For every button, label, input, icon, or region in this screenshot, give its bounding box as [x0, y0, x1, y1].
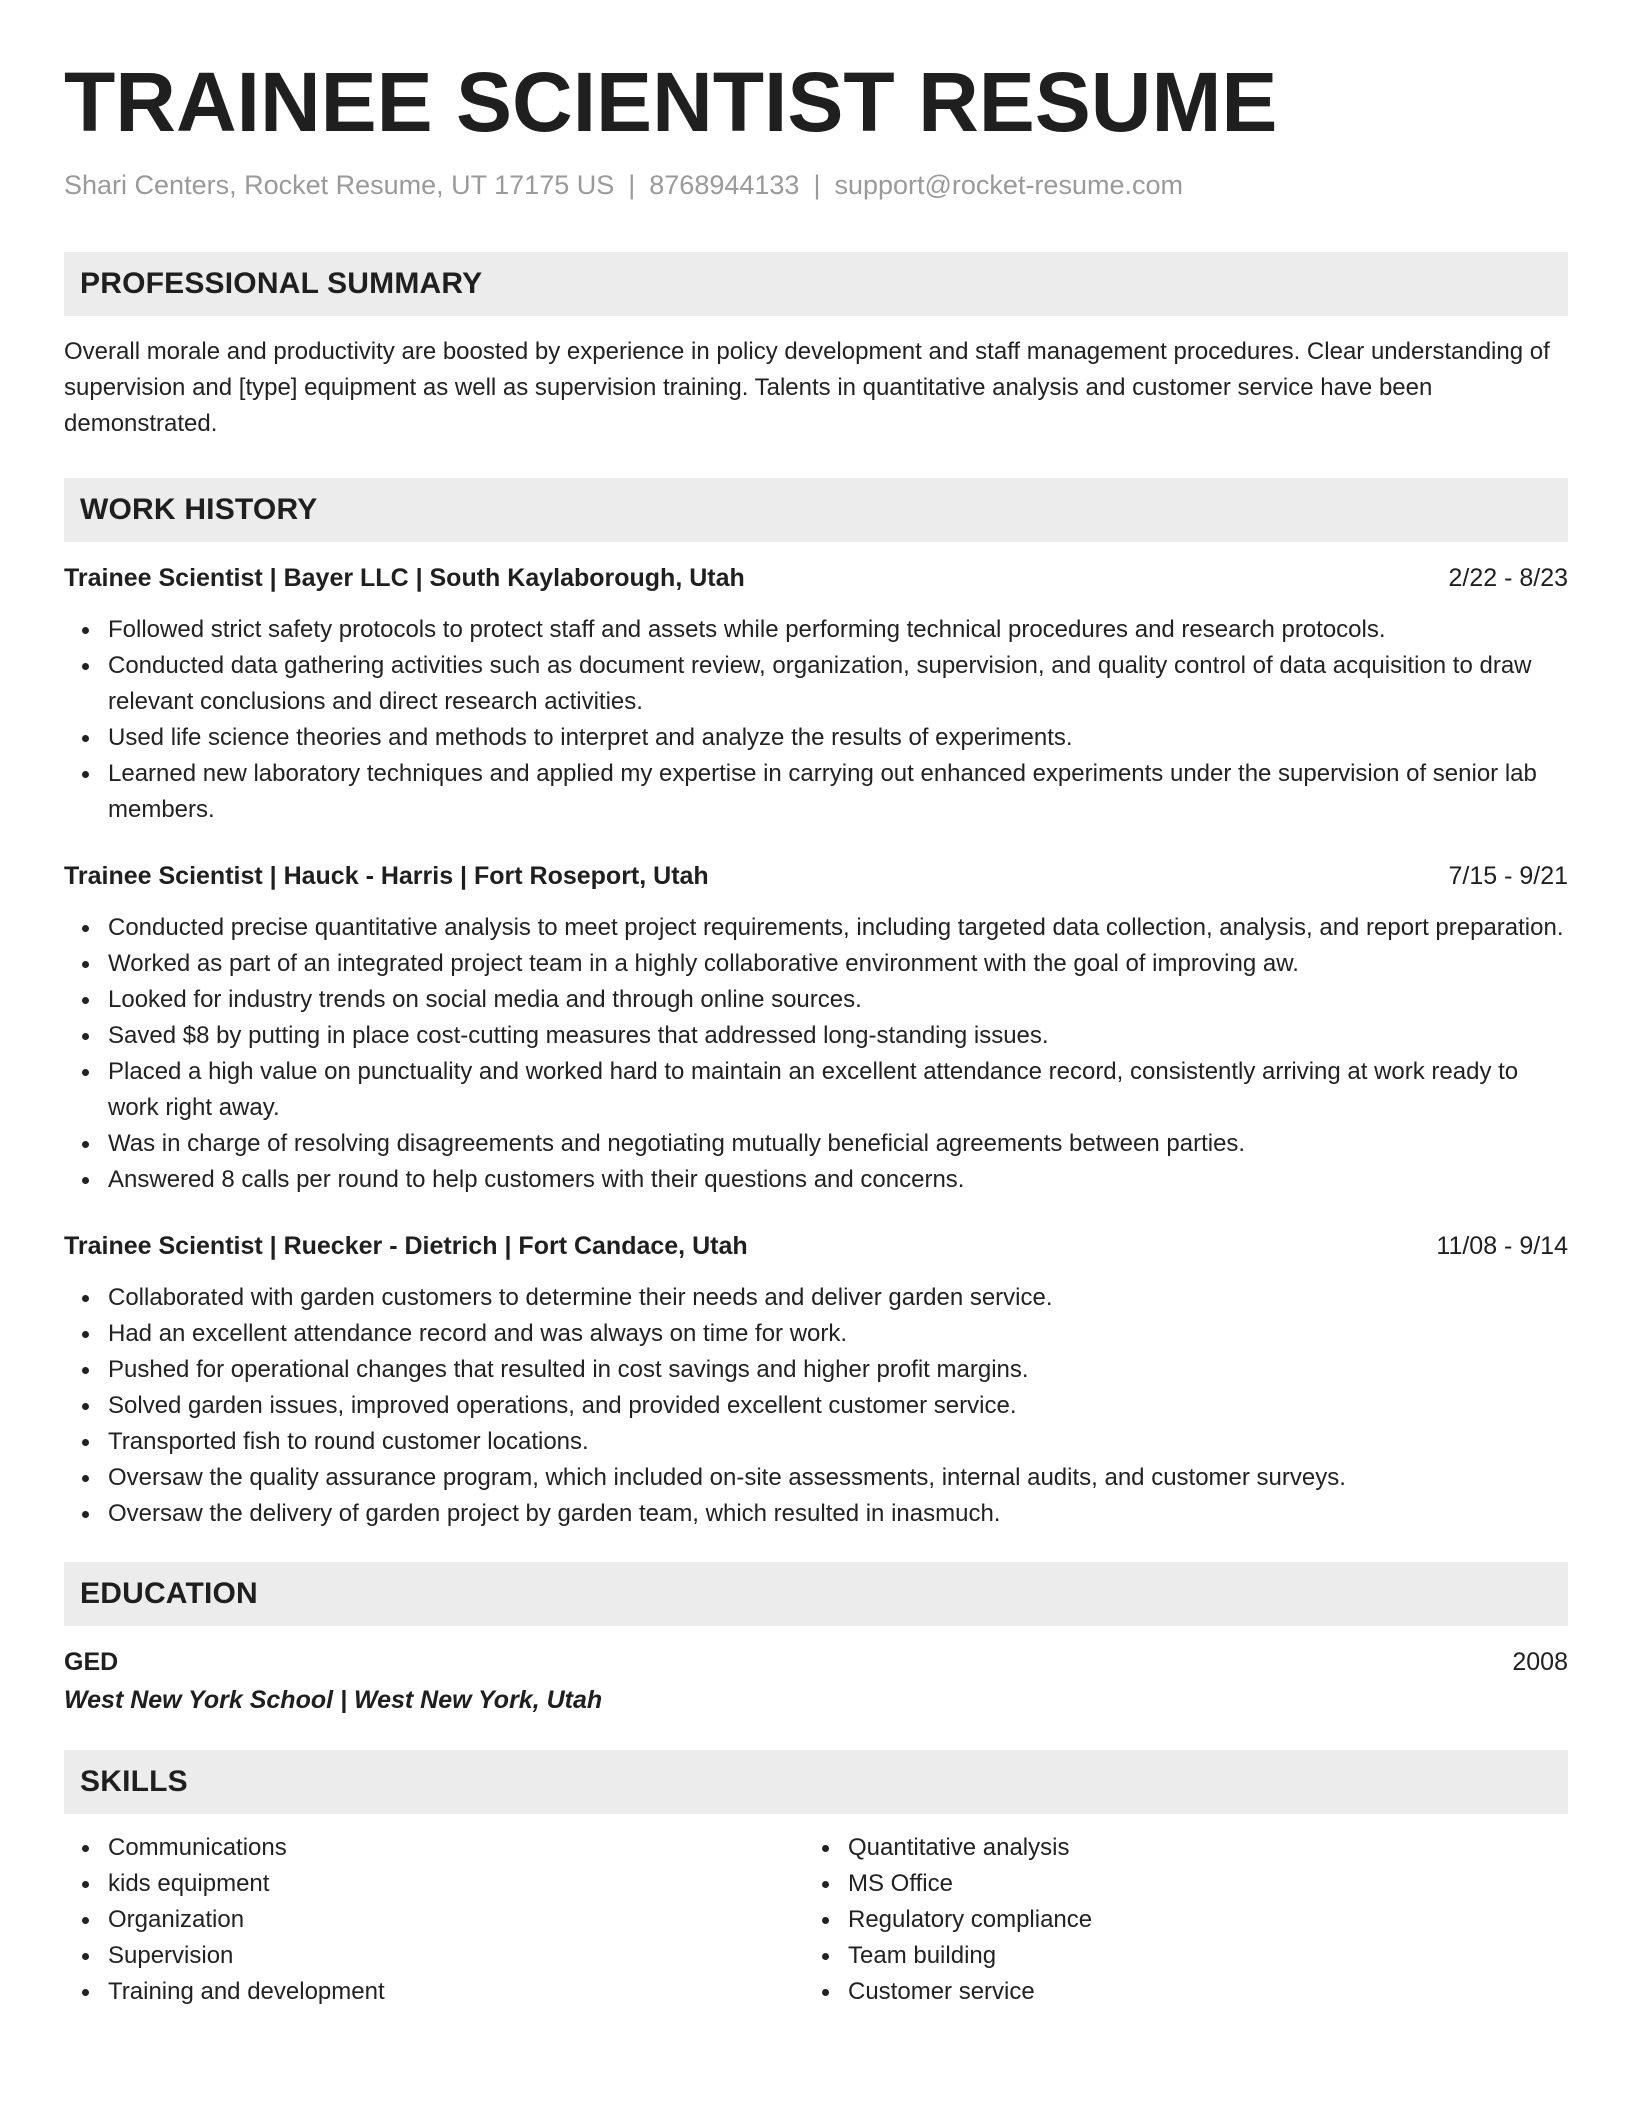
list-item: MS Office — [848, 1866, 1544, 1902]
job-dates: 2/22 - 8/23 — [1448, 564, 1568, 592]
education-entry — [64, 1644, 1568, 1720]
education-year: 2008 — [1512, 1648, 1568, 1676]
section-title: PROFESSIONAL SUMMARY — [80, 267, 483, 300]
list-item: Used life science theories and methods to interpret and analyze the results of experiments. — [108, 720, 1568, 756]
list-item: Communications — [108, 1830, 804, 1866]
list-item: Regulatory compliance — [848, 1902, 1544, 1938]
list-item: Answered 8 calls per round to help customers with their questions and concerns. — [108, 1162, 1568, 1198]
list-item: Collaborated with garden customers to determine their needs and deliver garden service. — [108, 1280, 1568, 1316]
section-header-skills — [64, 1750, 1568, 1814]
list-item: Oversaw the quality assurance program, which included on-site assessments, internal audits, and customer surveys. — [108, 1460, 1568, 1496]
contact-separator: | — [628, 170, 636, 200]
list-item: Oversaw the delivery of garden project by garden team, which resulted in inasmuch. — [108, 1496, 1568, 1532]
list-item: Supervision — [108, 1938, 804, 1974]
list-item: Learned new laboratory techniques and applied my expertise in carrying out enhanced experiments under the supervision of senior lab members. — [108, 756, 1568, 828]
list-item: Quantitative analysis — [848, 1830, 1544, 1866]
list-item: Training and development — [108, 1974, 804, 2010]
job-title: Trainee Scientist | Bayer LLC | South Kaylaborough, Utah — [64, 564, 745, 592]
contact-separator: | — [813, 170, 821, 200]
contact-line — [64, 168, 1568, 202]
section-title: EDUCATION — [80, 1577, 258, 1610]
job-header — [64, 858, 1568, 894]
list-item: Conducted data gathering activities such as document review, organization, supervision, and quality control of data acquisition to draw relevant conclusions and direct research activities. — [108, 648, 1568, 720]
job-entry — [64, 1228, 1568, 1532]
list-item: Solved garden issues, improved operations, and provided excellent customer service. — [108, 1388, 1568, 1424]
job-header — [64, 560, 1568, 596]
list-item: Transported fish to round customer locations. — [108, 1424, 1568, 1460]
page-title: TRAINEE SCIENTIST RESUME — [64, 55, 1278, 149]
list-item: kids equipment — [108, 1866, 804, 1902]
section-title: WORK HISTORY — [80, 493, 318, 526]
contact-email: support@rocket-resume.com — [834, 170, 1183, 200]
job-bullets — [64, 910, 1568, 1198]
list-item: Placed a high value on punctuality and worked hard to maintain an excellent attendance record, consistently arriving at work ready to work right away. — [108, 1054, 1568, 1126]
summary-text: Overall morale and productivity are boosted by experience in policy development and staff management procedures. Clear understanding of supervision and [type] equipment as well as supervision training. Talents in quantitative analysis and customer service have been demonstrated. — [64, 338, 1550, 437]
job-bullets — [64, 1280, 1568, 1532]
list-item: Conducted precise quantitative analysis to meet project requirements, including targeted data collection, analysis, and report preparation. — [108, 910, 1568, 946]
list-item: Saved $8 by putting in place cost-cutting measures that addressed long-standing issues. — [108, 1018, 1568, 1054]
job-bullets — [64, 612, 1568, 828]
list-item: Pushed for operational changes that resulted in cost savings and higher profit margins. — [108, 1352, 1568, 1388]
section-header-summary — [64, 252, 1568, 316]
list-item: Looked for industry trends on social media and through online sources. — [108, 982, 1568, 1018]
education-degree: GED — [64, 1648, 119, 1676]
list-item: Followed strict safety protocols to protect staff and assets while performing technical procedures and research protocols. — [108, 612, 1568, 648]
education-school: West New York School | West New York, Utah — [64, 1686, 603, 1714]
job-entry — [64, 858, 1568, 1198]
section-header-education — [64, 1562, 1568, 1626]
job-entry — [64, 560, 1568, 828]
job-header — [64, 1228, 1568, 1264]
section-header-work — [64, 478, 1568, 542]
skills-column-left — [64, 1830, 804, 2010]
list-item: Team building — [848, 1938, 1544, 1974]
job-dates: 11/08 - 9/14 — [1436, 1232, 1568, 1260]
job-dates: 7/15 - 9/21 — [1448, 862, 1568, 890]
skills-list — [64, 1830, 1568, 2010]
skills-column-right — [804, 1830, 1544, 2010]
list-item: Organization — [108, 1902, 804, 1938]
job-title: Trainee Scientist | Ruecker - Dietrich | Fort Candace, Utah — [64, 1232, 748, 1260]
list-item: Was in charge of resolving disagreements and negotiating mutually beneficial agreements between parties. — [108, 1126, 1568, 1162]
list-item: Customer service — [848, 1974, 1544, 2010]
contact-address: Shari Centers, Rocket Resume, UT 17175 US — [64, 170, 615, 200]
list-item: Worked as part of an integrated project team in a highly collaborative environment with the goal of improving aw. — [108, 946, 1568, 982]
contact-phone: 8768944133 — [649, 170, 800, 200]
education-header — [64, 1644, 1568, 1680]
list-item: Had an excellent attendance record and was always on time for work. — [108, 1316, 1568, 1352]
section-title: SKILLS — [80, 1765, 188, 1798]
job-title: Trainee Scientist | Hauck - Harris | Fort Roseport, Utah — [64, 862, 709, 890]
